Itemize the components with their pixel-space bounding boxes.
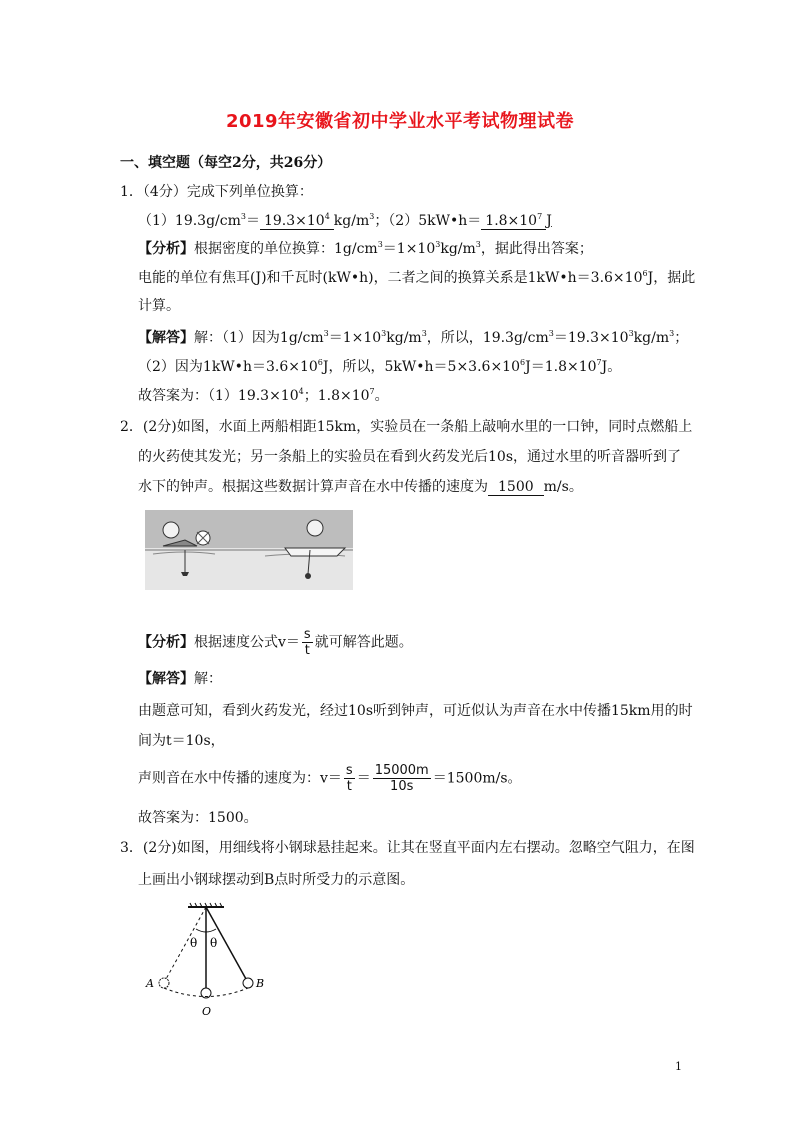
boats-illustration	[145, 510, 353, 590]
point-o-label: O	[202, 1005, 212, 1018]
section-heading: 一、填空题（每空2分，共26分）	[120, 155, 332, 171]
theta-label-right: θ	[210, 936, 218, 950]
fraction-s-over-t-2: $\frac{s}{t}$	[345, 763, 353, 794]
page-title: 2019年安徽省初中学业水平考试物理试卷	[225, 111, 575, 132]
q2-solution-2: 间为t＝10s，	[138, 733, 225, 749]
q2-line-3: 水下的钟声。根据这些数据计算声音在水中传播的速度为 1500 m/s。	[138, 479, 583, 495]
q2-line-1: 2．(2分)如图，水面上两船相距15km，实验员在一条船上敲响水里的一口钟，同时点燃船上	[120, 419, 693, 435]
fraction-s-over-t: $\frac{s}{t}$	[303, 627, 311, 658]
point-b-label: B	[256, 977, 265, 990]
q2-line-2: 的火药使其发光；另一条船上的实验员在看到火药发光后10s，通过水里的听音器听到了	[138, 449, 681, 465]
answer-blank-1: $19.3\times 10^4$	[260, 214, 334, 230]
q1-stem: 1．（4分）完成下列单位换算：	[120, 184, 313, 200]
q1-solution-2: （2）因为$1kW•h=3.6\times 10^6J$，所以，$5kW•h=5\times 3.6\times 10^6J=1.8\times 10^7J$。	[138, 358, 622, 375]
q1-solution: 【解答】解：（1）因为$1g/cm^3=1\times 10^3kg/m^3$，所以，$19.3g/cm^3=19.3\times 10^3kg/m^3$；	[138, 329, 689, 346]
q2-final-answer: 故答案为：1500。	[138, 810, 258, 826]
q1-final-answer: 故答案为：$(1)19.3\times 10^4$；$1.8\times 10^7$。	[138, 387, 389, 404]
q2-solution-3: 声则音在水中传播的速度为：v＝ $\frac{s}{t}$ ＝ $\frac{15000m}{10s}$ ＝1500m/s。	[138, 763, 522, 794]
page-number: 1	[675, 1060, 682, 1073]
q1-part: $(1)19.3g/cm^3= 19.3\times 10^4$ $kg/m^3$；（2）5kW•h＝ $1.8\times 10^7$ J	[138, 212, 552, 229]
theta-label-left: θ	[190, 936, 198, 950]
fraction-15000-over-10: $\frac{15000m}{10s}$	[374, 763, 429, 794]
q1-analysis-3: 计算。	[138, 298, 180, 314]
q1-analysis-2: 电能的单位有焦耳(J)和千瓦时(kW•h)，二者之间的换算关系是$1kW•h=3.6\times 10^6J$，据此	[138, 269, 696, 286]
answer-blank-3: 1500	[488, 480, 544, 496]
q3-line-1: 3．(2分)如图，用细线将小钢球悬挂起来。让其在竖直平面内左右摆动。忽略空气阻力，在图	[120, 840, 695, 856]
q2-solution: 【解答】解：	[138, 671, 222, 687]
q3-line-2: 上画出小钢球摆动到B点时所受力的示意图。	[138, 872, 415, 888]
q2-analysis: 【分析】根据速度公式v＝ $\frac{s}{t}$ 就可解答此题。	[138, 627, 413, 658]
q2-solution-1: 由题意可知，看到火药发光，经过10s听到钟声，可近似认为声音在水中传播15km用的时	[138, 703, 693, 719]
answer-blank-2: $1.8\times 10^7$	[481, 214, 546, 230]
pendulum-diagram	[140, 895, 270, 1020]
q1-analysis: 【分析】根据密度的单位换算：$1g/cm^3=1\times 10^3kg/m^3$，据此得出答案；	[138, 240, 593, 257]
point-a-label: A	[146, 977, 154, 990]
